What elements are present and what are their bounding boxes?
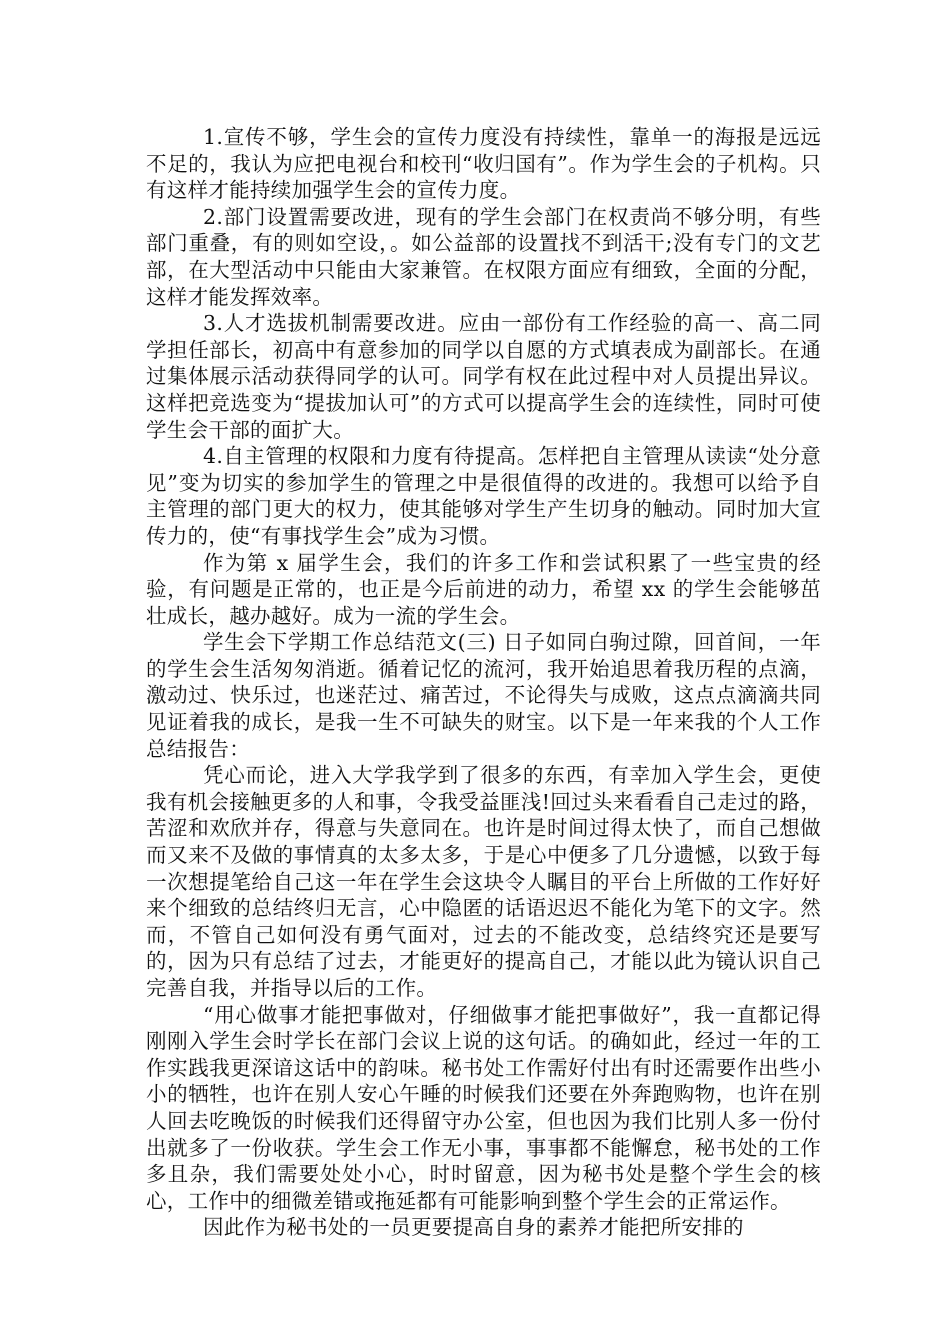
- paragraph-publicity: 1.宣传不够，学生会的宣传力度没有持续性，靠单一的海报是远远不足的，我认为应把电视台和校刊“收归国有”。作为学生会的子机构。只有这样才能持续加强学生会的宣传力度。: [146, 125, 821, 203]
- paragraph-trailing: 因此作为秘书处的一员更要提高自身的素养才能把所安排的: [203, 1215, 744, 1240]
- paragraph-summary-three: 学生会下学期工作总结范文(三) 日子如同白驹过隙，回首间，一年的学生会生活匆匆消逝。循着记忆的流河，我开始追思着我历程的点滴，激动过、快乐过，也迷茫过、痛苦过，不论得失与成败，这点点滴滴共同见证着我的成长，是我一生不可缺失的财宝。以下是一年来我的个人工作总结报告：: [146, 630, 821, 761]
- paragraph-departments: 2.部门设置需要改进，现有的学生会部门在权责尚不够分明，有些部门重叠，有的则如空设，。如公益部的设置找不到活干;没有专门的文艺部，在大型活动中只能由大家兼管。在权限方面应有细致，全面的分配，这样才能发挥效率。: [146, 204, 821, 309]
- paragraph-reflection: 凭心而论，进入大学我学到了很多的东西，有幸加入学生会，更使我有机会接触更多的人和事，令我受益匪浅!回过头来看看自己走过的路，苦涩和欢欣并存，得意与失意同在。也许是时间过得太快了，而自己想做而又来不及做的事情真的太多太多，于是心中便多了几分遗憾，以致于每一次想提笔给自己这一年在学生会这块令人瞩目的平台上所做的工作好好来个细致的总结终归无言，心中隐匿的话语迟迟不能化为笔下的文字。然而，不管自己如何没有勇气面对，过去的不能改变，总结终究还是要写的，因为只有总结了过去，才能更好的提高自己，才能以此为镜认识自己完善自我，并指导以后的工作。: [146, 763, 821, 1000]
- paragraph-self-management: 4.自主管理的权限和力度有待提高。怎样把自主管理从读读“处分意见”变为切实的参加学生的管理之中是很值得的改进的。我想可以给予自主管理的部门更大的权力，使其能够对学生产生切身的触动。同时加大宣传力的，使“有事找学生会”成为习惯。: [146, 444, 821, 548]
- document-body: [146, 124, 821, 1241]
- paragraph-conclusion: 作为第 x 届学生会，我们的许多工作和尝试积累了一些宝贵的经验，有问题是正常的，也正是今后前进的动力，希望 xx 的学生会能够茁壮成长，越办越好。成为一流的学生会。: [146, 550, 821, 628]
- paragraph-talent-selection: 3.人才选拔机制需要改进。应由一部份有工作经验的高一、高二同学担任部长，初高中有意参加的同学以自愿的方式填表成为副部长。在通过集体展示活动获得同学的认可。同学有权在此过程中对人员提出异议。这样把竞选变为“提拔加认可”的方式可以提高学生会的连续性，同时可使学生会干部的面扩大。: [146, 311, 821, 442]
- paragraph-secretariat: “用心做事才能把事做对，仔细做事才能把事做好”，我一直都记得刚刚入学生会时学长在部门会议上说的这句话。的确如此，经过一年的工作实践我更深谙这话中的韵味。秘书处工作需好付出有时还需要作出些小小的牺牲，也许在别人安心午睡的时候我们还要在外奔跑购物，也许在别人回去吃晚饭的时候我们还得留守办公室，但也因为我们比别人多一份付出就多了一份收获。学生会工作无小事，事事都不能懈怠，秘书处的工作多且杂，我们需要处处小心，时时留意，因为秘书处是整个学生会的核心，工作中的细微差错或拖延都有可能影响到整个学生会的正常运作。: [146, 1002, 821, 1213]
